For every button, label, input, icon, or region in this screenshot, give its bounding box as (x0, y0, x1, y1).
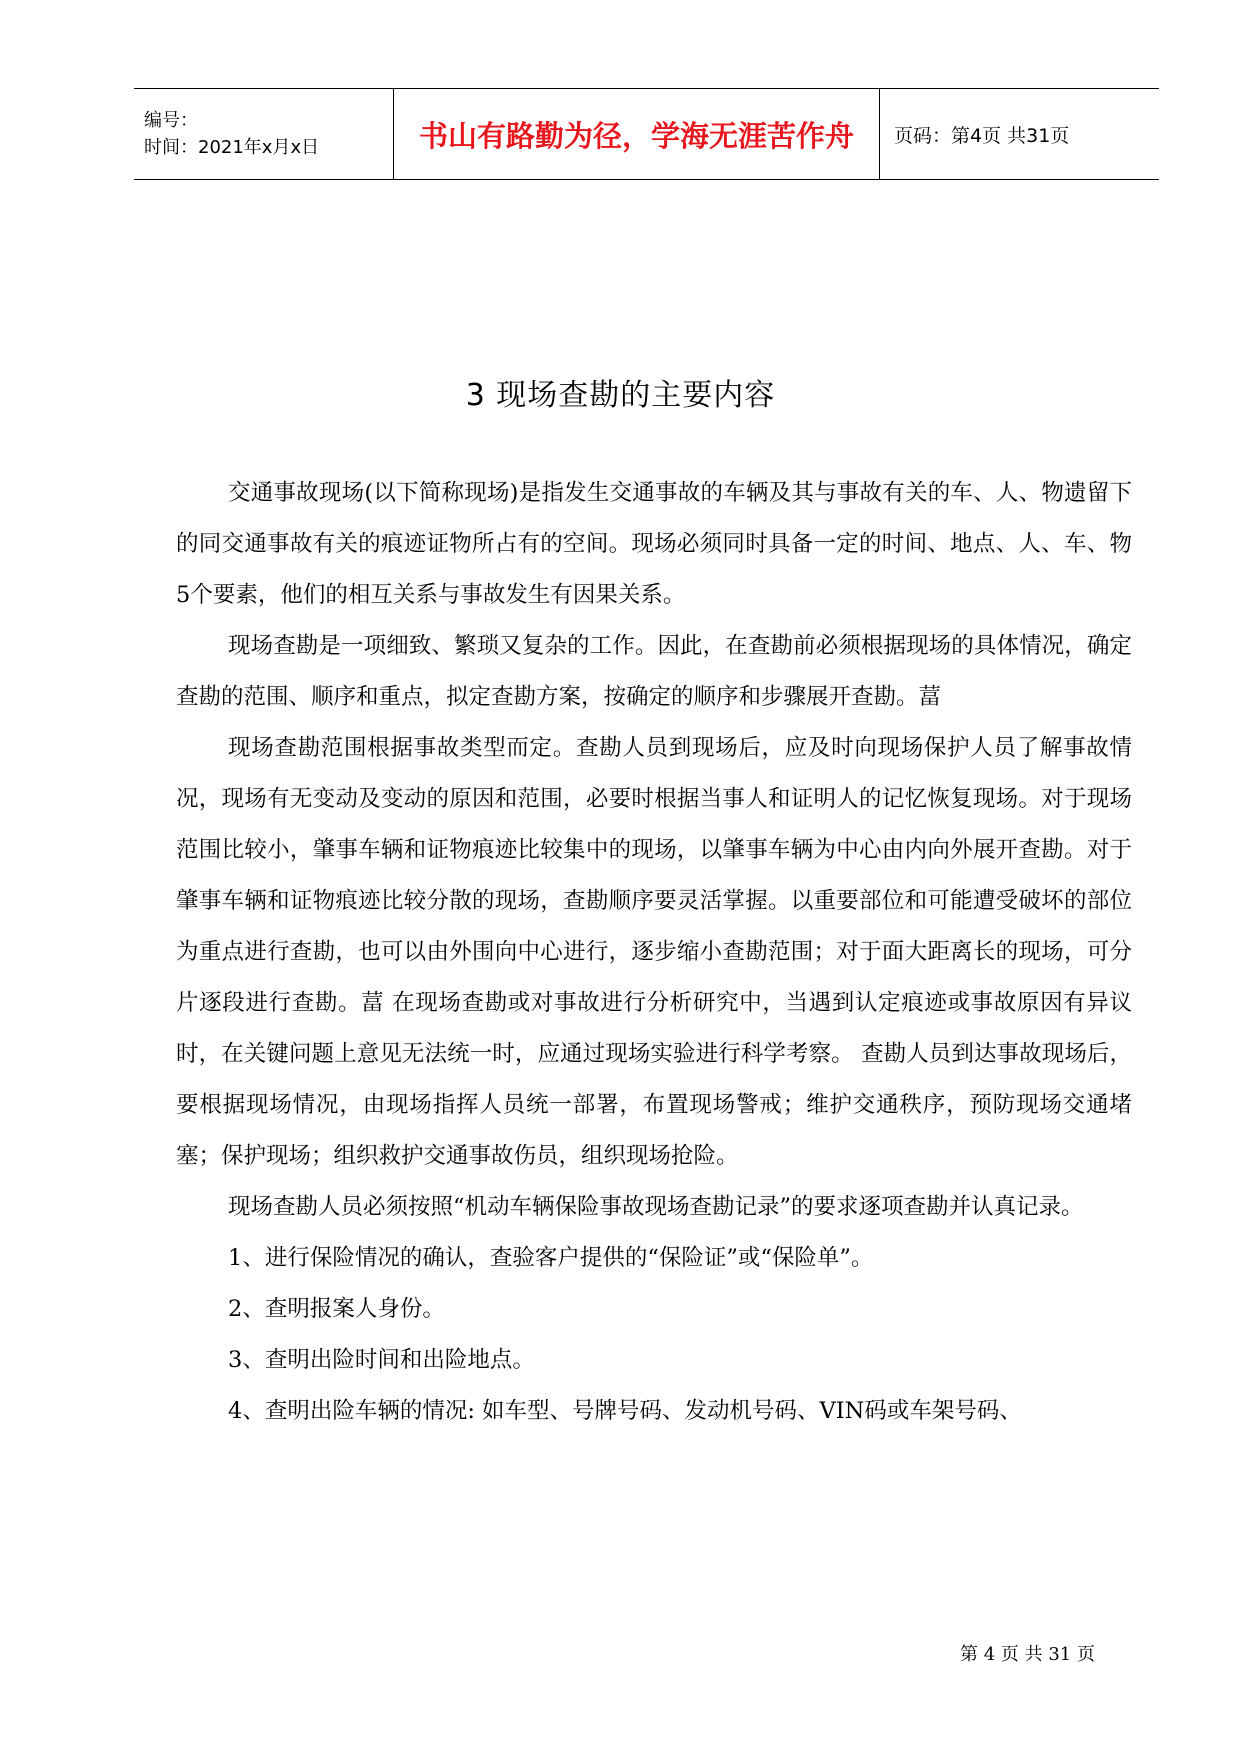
motto: 书山有路勤为径，学海无涯苦作舟 (418, 118, 854, 153)
list-item: 3、查明出险时间和出险地点。 (228, 1347, 535, 1373)
paragraph: 现场查勘是一项细致、繁琐又复杂的工作。因此，在查勘前必须根据现场的具体情况，确定查勘的范围、顺序和重点，拟定查勘方案，按确定的顺序和步骤展开查勘。葍 (176, 633, 1132, 710)
list-item: 2、查明报案人身份。 (228, 1296, 445, 1322)
header-motto-cell (394, 89, 880, 179)
body-text (176, 468, 1132, 1437)
paragraph: 现场查勘范围根据事故类型而定。查勘人员到现场后，应及时向现场保护人员了解事故情况，现场有无变动及变动的原因和范围，必要时根据当事人和证明人的记忆恢复现场。对于现场范围比较小，肇事车辆和证物痕迹比较集中的现场，以肇事车辆为中心由内向外展开查勘。对于肇事车辆和证物痕迹比较分散的现场，查勘顺序要灵活掌握。以重要部位和可能遭受破坏的部位为重点进行查勘，也可以由外围向中心进行，逐步缩小查勘范围；对于面大距离长的现场，可分片逐段进行查勘。葍 在现场查勘或对事故进行分析研究中，当遇到认定痕迹或事故原因有异议时，在关键问题上意见无法统一时，应通过现场实验进行科学考察。 查勘人员到达事故现场后，要根据现场情况，由现场指挥人员统一部署，布置现场警戒；维护交通秩序，预防现场交通堵塞；保护现场；组织救护交通事故伤员，组织现场抢险。 (176, 735, 1132, 1169)
header-meta (134, 89, 394, 179)
section-title: 3 现场查勘的主要内容 (465, 378, 776, 413)
document-number-label: 编号： (144, 110, 198, 131)
page-footer: 第 4 页 共 31 页 (960, 1644, 1095, 1665)
list-item: 1、进行保险情况的确认，查验客户提供的“保险证”或“保险单”。 (228, 1245, 874, 1271)
document-time: 时间：2021年x月x日 (144, 137, 320, 158)
list-item: 4、查明出险车辆的情况: 如车型、号牌号码、发动机号码、VIN码或车架号码、 (228, 1398, 1022, 1424)
page-header (134, 88, 1159, 180)
page-info: 页码：第4页 共31页 (894, 124, 1070, 147)
header-page-info-cell (880, 89, 1159, 179)
paragraph: 交通事故现场(以下简称现场)是指发生交通事故的车辆及其与事故有关的车、人、物遗留下的同交通事故有关的痕迹证物所占有的空间。现场必须同时具备一定的时间、地点、人、车、物5个要素，他们的相互关系与事故发生有因果关系。 (176, 480, 1132, 608)
paragraph: 现场查勘人员必须按照“机动车辆保险事故现场查勘记录”的要求逐项查勘并认真记录。 (228, 1194, 1084, 1220)
